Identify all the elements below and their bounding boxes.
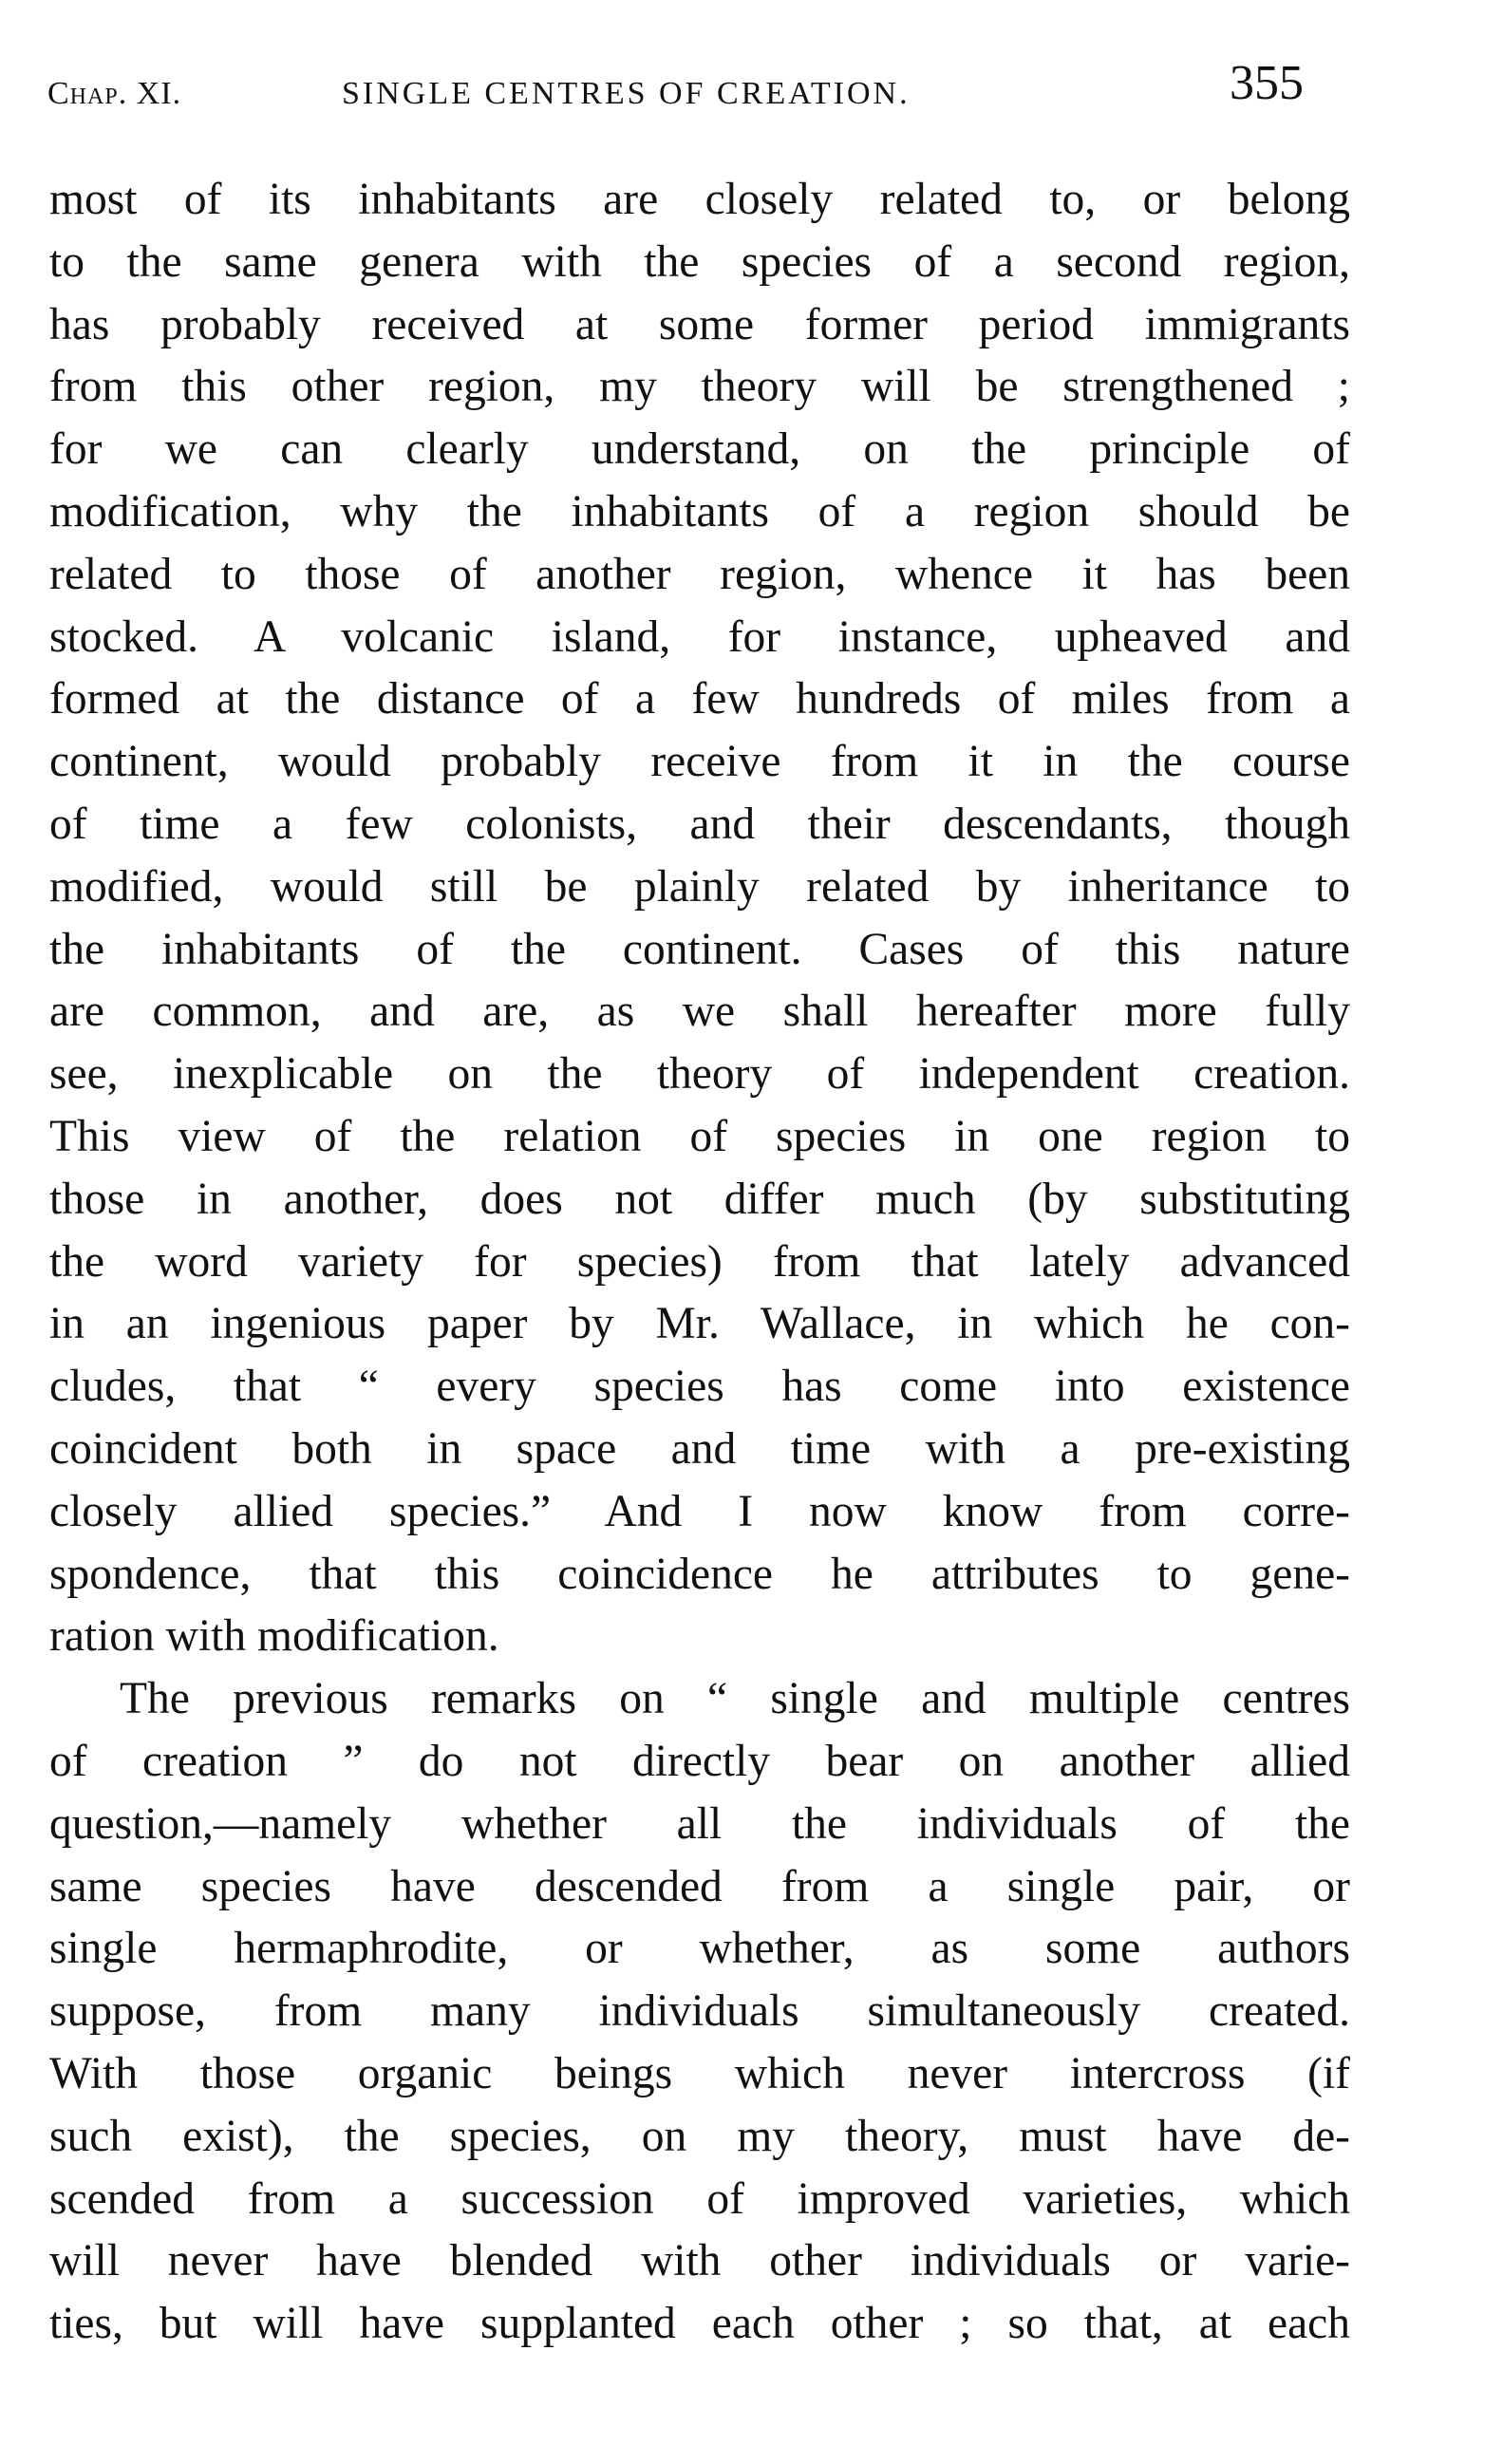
text-line: single hermaphrodite, or whether, as some authors [49, 1924, 1350, 1974]
text-line: for we can clearly understand, on the principle of [49, 424, 1350, 475]
text-line: will never have blended with other individuals or varie- [49, 2236, 1350, 2286]
text-line: from this other region, my theory will be strengthened ; [49, 362, 1350, 412]
text-line: of creation ” do not directly bear on another allied [49, 1736, 1350, 1786]
text-line: the word variety for species) from that lately advanced [49, 1236, 1350, 1287]
text-line: cludes, that “ every species has come into existence [49, 1362, 1350, 1412]
page-number: 355 [1230, 56, 1304, 110]
text-line: stocked. A volcanic island, for instance, upheaved and [49, 611, 1350, 662]
text-line: same species have descended from a single pair, or [49, 1861, 1350, 1911]
text-line: such exist), the species, on my theory, must have de- [49, 2111, 1350, 2161]
text-line: see, inexplicable on the theory of independent creation. [49, 1049, 1350, 1100]
text-line: most of its inhabitants are closely related to, or belong [49, 175, 1350, 224]
text-line: ties, but will have supplanted each other ; so that, at each [49, 2299, 1350, 2349]
text-line: spondence, that this coincidence he attributes to gene- [49, 1549, 1350, 1599]
chapter-title: SINGLE CENTRES OF CREATION. [342, 76, 911, 111]
text-line: continent, would probably receive from it in the course [49, 737, 1350, 787]
text-line: With those organic beings which never intercross (if [49, 2048, 1350, 2098]
text-line: are common, and are, as we shall hereafter more fully [49, 987, 1350, 1037]
text-line: has probably received at some former period immigrants [49, 299, 1350, 349]
text-line: related to those of another region, whence it has been [49, 549, 1350, 599]
text-line: those in another, does not differ much (by substituting [49, 1174, 1350, 1224]
text-line: The previous remarks on “ single and multiple centres [120, 1674, 1350, 1724]
text-line: the inhabitants of the continent. Cases of this nature [49, 924, 1350, 974]
text-line: This view of the relation of species in one region to [49, 1111, 1350, 1161]
running-head [47, 55, 1329, 122]
text-line: coincident both in space and time with a pre-existing [49, 1423, 1350, 1474]
text-line: scended from a succession of improved varieties, which [49, 2173, 1350, 2224]
chapter-label: Chap. XI. [47, 76, 182, 111]
body-text [49, 169, 1350, 2356]
text-line: to the same genera with the species of a second region, [49, 236, 1350, 287]
text-line: suppose, from many individuals simultaneously created. [49, 1986, 1350, 2037]
text-line: closely allied species.” And I now know from corre- [49, 1486, 1350, 1536]
text-line: question,—namely whether all the individuals of the [49, 1798, 1350, 1849]
text-line: modified, would still be plainly related by inheritance to [49, 861, 1350, 912]
text-line: of time a few colonists, and their descendants, though [49, 799, 1350, 849]
text-line: modification, why the inhabitants of a region should be [49, 486, 1350, 536]
text-line: formed at the distance of a few hundreds of miles from a [49, 674, 1350, 724]
text-line: ration with modification. [49, 1611, 499, 1662]
text-line: in an ingenious paper by Mr. Wallace, in which he con- [49, 1299, 1350, 1349]
